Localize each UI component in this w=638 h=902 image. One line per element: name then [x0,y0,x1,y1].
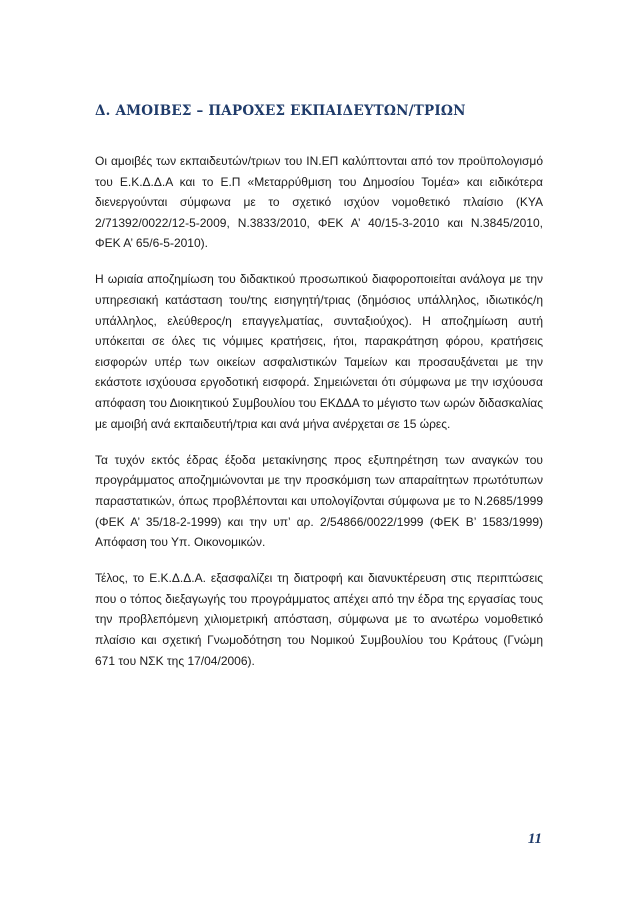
section-body [95,151,543,687]
paragraph-remuneration-funding: Οι αμοιβές των εκπαιδευτών/τριων του ΙΝ.ΕΠ καλύπτονται από τον προϋπολογισμό του Ε.Κ.Δ.Δ.Α και το Ε.Π «Μεταρρύθμιση του Δημοσίου Τομέα» και ειδικότερα διενεργούνται σύμφωνα με το σχετικό ισχύον νομοθετικό πλαίσιο (ΚΥΑ 2/71392/0022/12-5-2009, Ν.3833/2010, ΦΕΚ Α’ 40/15-3-2010 και Ν.3845/2010, ΦΕΚ Α’ 65/6-5-2010). [95,154,543,251]
paragraph-hourly-compensation: Η ωριαία αποζημίωση του διδακτικού προσωπικού διαφοροποιείται ανάλογα με την υπηρεσιακή κατάσταση του/της εισηγητή/τριας (δημόσιος υπάλληλος, ιδιωτικός/η υπάλληλος, ελεύθερος/η επαγγελματίας, συνταξιούχος). Η αποζημίωση αυτή υπόκειται σε όλες τις νόμιμες κρατήσεις, ήτοι, παρακράτηση φόρου, κρατήσεις εισφορών υπέρ των οικείων ασφαλιστικών Ταμείων και προσαυξάνεται με την εκάστοτε ισχύουσα εργοδοτική εισφορά. Σημειώνεται ότι σύμφωνα με την ισχύουσα απόφαση του Διοικητικού Συμβουλίου του ΕΚΔΔΑ το μέγιστο των ωρών διδασκαλίας με αμοιβή ανά εκπαιδευτή/τρια και ανά μήνα ανέρχεται σε 15 ώρες. [95,272,543,431]
section-heading: Δ. ΑΜΟΙΒΕΣ – ΠΑΡΟΧΕΣ ΕΚΠΑΙΔΕΥΤΩΝ/ΤΡΙΩΝ [95,103,466,119]
page-number: 11 [527,831,542,847]
paragraph-meals-accommodation: Τέλος, το Ε.Κ.Δ.Δ.Α. εξασφαλίζει τη διατροφή και διανυκτέρευση στις περιπτώσεις που ο τόπος διεξαγωγής του προγράμματος απέχει από την έδρα της εργασίας τους την προβλεπόμενη χιλιομετρική απόσταση, σύμφωνα με το ανωτέρω νομοθετικό πλαίσιο και σχετική Γνωμοδότηση του Νομικού Συμβουλίου του Κράτους (Γνώμη 671 του ΝΣΚ της 17/04/2006). [95,571,543,668]
paragraph-travel-expenses: Τα τυχόν εκτός έδρας έξοδα μετακίνησης προς εξυπηρέτηση των αναγκών του προγράμματος αποζημιώνονται με την προσκόμιση των απαραίτητων πρωτότυπων παραστατικών, όπως προβλέπονται και υπολογίζονται σύμφωνα με το Ν.2685/1999 (ΦΕΚ Α’ 35/18-2-1999) και την υπ’ αρ. 2/54866/0022/1999 (ΦΕΚ Β’ 1583/1999) Απόφαση του Υπ. Οικονομικών. [95,452,543,550]
